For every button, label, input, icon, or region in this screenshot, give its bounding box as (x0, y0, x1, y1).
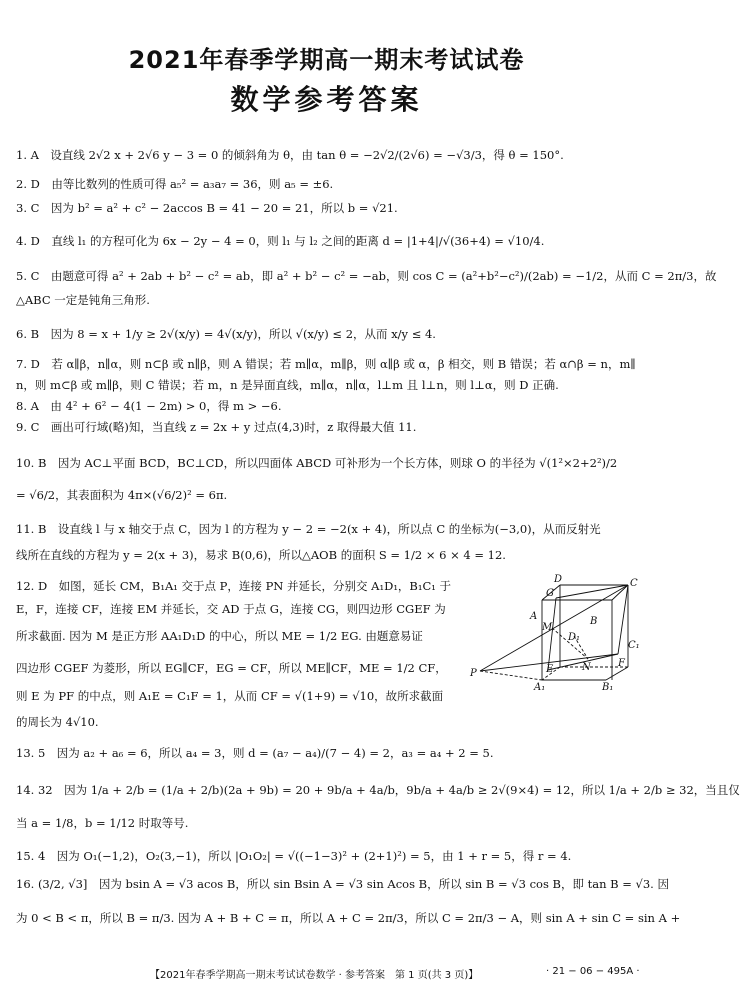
answer-line: 16. (3/2, √3] 因为 bsin A = √3 acos B，所以 sin Bsin A = √3 sin Acos B，所以 sin B = √3 cos B，即 tan B = √3. 因 (16, 877, 669, 891)
label-D1: D₁ (568, 632, 581, 643)
answer-line: 11. B 设直线 l 与 x 轴交于点 C，因为 l 的方程为 y − 2 = −2(x + 4)，所以点 C 的坐标为(−3,0)，从而反射光 (16, 522, 601, 536)
label-D: D (554, 574, 563, 585)
answer-line: 则 E 为 PF 的中点，则 A₁E = C₁F = 1，从而 CF = √(1+9) = √10，故所求截面 (16, 689, 444, 703)
answer-line: 3. C 因为 b² = a² + c² − 2accos B = 41 − 20 = 21，所以 b = √21. (16, 201, 398, 215)
label-C: C (630, 578, 638, 589)
answer-line: 1. A 设直线 2√2 x + 2√6 y − 3 = 0 的倾斜角为 θ，由 tan θ = −2√2/(2√6) = −√3/3，得 θ = 150°. (16, 148, 564, 162)
answer-line: E，F，连接 CF，连接 EM 并延长，交 AD 于点 G，连接 CG，则四边形 CGEF 为 (16, 602, 446, 616)
answer-line: 10. B 因为 AC⊥平面 BCD，BC⊥CD，所以四面体 ABCD 可补形为一个长方体，则球 O 的半径为 √(1²×2+2²)/2 (16, 456, 618, 470)
cube-section-figure (470, 572, 646, 693)
answer-line: 9. C 画出可行域(略)知，当直线 z = 2x + y 过点(4,3)时，z 取得最大值 11. (16, 420, 417, 434)
answer-line: 当 a = 1/8，b = 1/12 时取等号. (16, 816, 189, 830)
label-E: E (546, 664, 554, 675)
label-P: P (470, 668, 477, 679)
answer-line: 5. C 由题意可得 a² + 2ab + b² − c² = ab，即 a² + b² − c² = −ab，则 cos C = (a²+b²−c²)/(2ab) = −1/2，从而 C = 2π/3，故 (16, 269, 717, 283)
answer-line: 为 0 < B < π，所以 B = π/3. 因为 A + B + C = π，所以 A + C = 2π/3，所以 C = 2π/3 − A，则 sin A + sin C = sin A + (16, 911, 681, 925)
answer-line: 13. 5 因为 a₂ + a₆ = 6，所以 a₄ = 3，则 d = (a₇ − a₄)/(7 − 4) = 2，a₃ = a₄ + 2 = 5. (16, 746, 494, 760)
label-A: A (530, 611, 538, 622)
label-G: G (546, 588, 554, 599)
answer-line: 四边形 CGEF 为菱形，所以 EG∥CF，EG = CF，所以 ME∥CF，ME = 1/2 CF， (16, 661, 447, 675)
answer-line: 2. D 由等比数列的性质可得 a₅² = a₃a₇ = 36，则 a₅ = ±6. (16, 177, 334, 191)
page-subtitle: 数学参考答案 (230, 83, 423, 116)
answer-line: △ABC 一定是钝角三角形. (16, 293, 150, 307)
footer-right: · 21 − 06 − 495A · (546, 966, 640, 977)
answer-line: 6. B 因为 8 = x + 1/y ≥ 2√(x/y) = 4√(x/y)，所以 √(x/y) ≤ 2，从而 x/y ≤ 4. (16, 327, 436, 341)
answer-line: 8. A 由 4² + 6² − 4(1 − 2m) > 0，得 m > −6. (16, 399, 282, 413)
answer-line: 7. D 若 α∥β，n∥α，则 n⊂β 或 n∥β，则 A 错误；若 m∥α，m∥β，则 α∥β 或 α，β 相交，则 B 错误；若 α∩β = n，m∥ (16, 357, 636, 371)
footer-left: 【2021年春季学期高一期末考试试卷数学 · 参考答案 第 1 页(共 3 页)】 (150, 970, 479, 981)
answer-line: 15. 4 因为 O₁(−1,2)，O₂(3,−1)，所以 |O₁O₂| = √((−1−3)² + (2+1)²) = 5，由 1 + r = 5，得 r = 4. (16, 849, 572, 863)
label-B: B (590, 616, 598, 627)
page-title: 2021年春季学期高一期末考试试卷 (128, 46, 525, 74)
answer-line: 12. D 如图，延长 CM，B₁A₁ 交于点 P，连接 PN 并延长，分别交 A₁D₁，B₁C₁ 于 (16, 579, 452, 593)
answer-line: = √6/2，其表面积为 4π×(√6/2)² = 6π. (16, 488, 228, 502)
label-M: M (542, 622, 553, 633)
label-C1: C₁ (628, 640, 640, 651)
label-F: F (618, 658, 625, 669)
answer-line: 4. D 直线 l₁ 的方程可化为 6x − 2y − 4 = 0，则 l₁ 与 l₂ 之间的距离 d = |1+4|/√(36+4) = √10/4. (16, 234, 545, 248)
answer-line: n，则 m⊂β 或 m∥β，则 C 错误；若 m，n 是异面直线，m∥α，n∥α，l⊥m 且 l⊥n，则 l⊥α，则 D 正确. (16, 378, 559, 392)
answer-line: 的周长为 4√10. (16, 715, 99, 729)
answer-line: 所求截面. 因为 M 是正方形 AA₁D₁D 的中心，所以 ME = 1/2 EG. 由题意易证 (16, 629, 423, 643)
label-N: N (582, 662, 591, 673)
answer-line: 14. 32 因为 1/a + 2/b = (1/a + 2/b)(2a + 9b) = 20 + 9b/a + 4a/b，9b/a + 4a/b ≥ 2√(9×4) = 12，所以 1/a + 2/b ≥ 32，当且仅 (16, 783, 740, 797)
answer-line: 线所在直线的方程为 y = 2(x + 3)，易求 B(0,6)，所以△AOB 的面积 S = 1/2 × 6 × 4 = 12. (16, 548, 506, 562)
label-A1: A₁ (534, 682, 546, 693)
label-B1: B₁ (602, 682, 614, 693)
